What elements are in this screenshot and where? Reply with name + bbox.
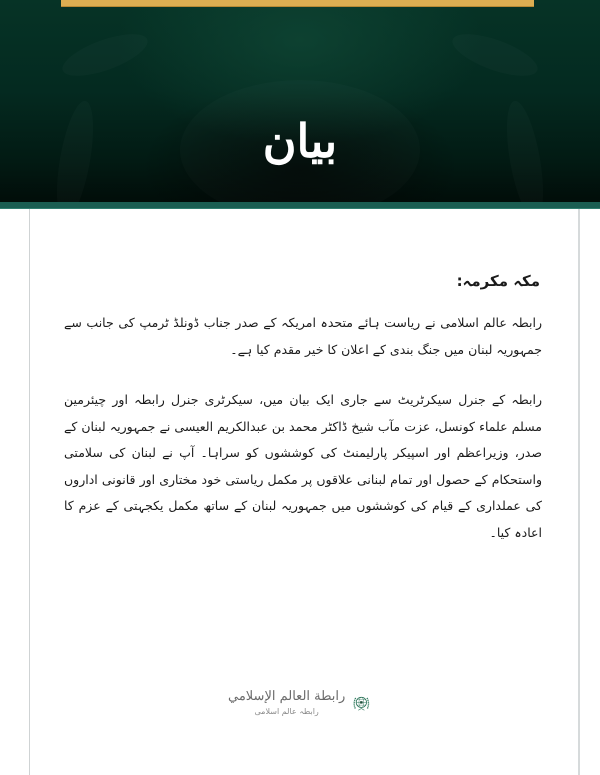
decorative-leaf — [448, 26, 543, 85]
page-title: بیان — [262, 114, 338, 168]
document-body — [64, 270, 542, 546]
globe-wreath-icon — [351, 686, 372, 720]
decorative-leaf — [58, 26, 153, 85]
header-divider-band — [0, 202, 600, 209]
logo-sub-text: رابطہ عالم اسلامی — [254, 707, 319, 716]
organization-logo — [228, 680, 372, 726]
dateline: مکہ مکرمہ: — [456, 272, 540, 290]
logo-text — [228, 688, 345, 718]
paragraph-2: رابطہ کے جنرل سیکرٹریٹ سے جاری ایک بیان میں، سیکرٹری جنرل رابطہ اور چیئرمین مسلم علماء کونسل، عزت مآب شیخ ڈاکٹر محمد بن عبدالکریم العیسی نے جمہوریہ لبنان کے صدر، وزیراعظم اور اسپیکر پارلیمنٹ کی کوششوں کو سراہا۔ آپ نے لبنان کی سلامتی واستحکام کے حصول اور تمام لبنانی علاقوں پر مکمل ریاستی خود مختاری اور قانونی اداروں کی عملداری کے قیام کی کوششوں میں جمہوریہ لبنان کے ساتھ مکمل یکجہتی کے عزم کا اعادہ کیا۔ — [64, 392, 542, 540]
gold-accent-bar — [61, 0, 534, 7]
paragraph-1: رابطہ عالم اسلامی نے ریاست ہائے متحدہ امریکہ کے صدر جناب ڈونلڈ ٹرمپ کی جانب سے جمہوریہ لبنان میں جنگ بندی کے اعلان کا خیر مقدم کیا ہے۔ — [64, 315, 542, 357]
header-banner — [0, 0, 600, 202]
logo-main-text: رابطة العالم الإسلامي — [228, 689, 346, 704]
